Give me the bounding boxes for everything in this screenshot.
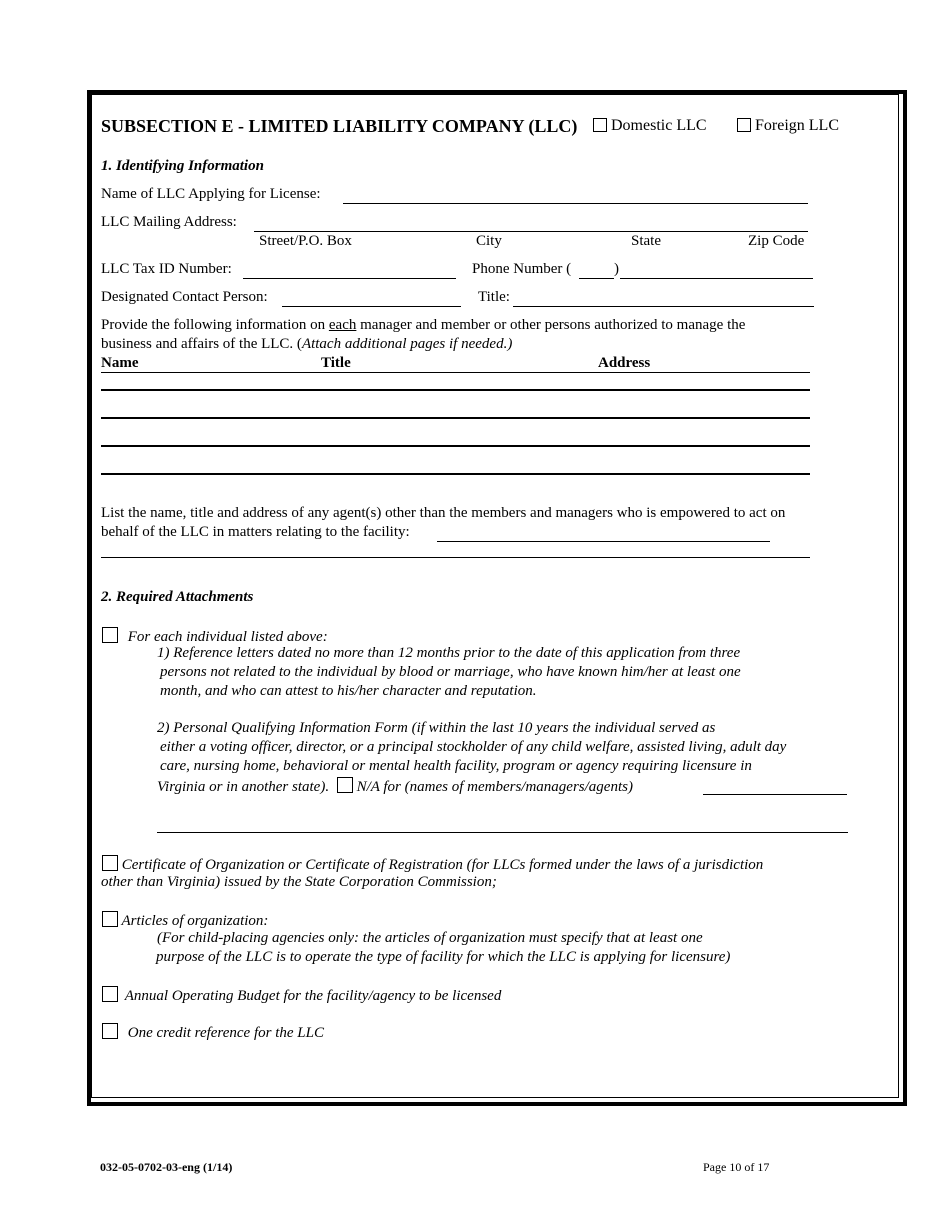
provide-text-each: each xyxy=(328,317,357,333)
foreign-llc-checkbox[interactable] xyxy=(737,118,751,132)
street-caption: Street/P.O. Box xyxy=(259,233,352,249)
provide-text-a: Provide the following information on xyxy=(101,317,329,333)
na-label: N/A for (names of members/managers/agents) xyxy=(356,779,633,795)
credit-item[interactable] xyxy=(102,1023,324,1042)
na-names-field-continued[interactable] xyxy=(157,832,848,833)
budget-checkbox[interactable] xyxy=(102,986,118,1002)
budget-item[interactable] xyxy=(102,986,501,1005)
mailing-address-label: LLC Mailing Address: xyxy=(101,214,237,230)
articles-checkbox[interactable] xyxy=(102,911,118,927)
articles-line2: purpose of the LLC is to operate the type of facility for which the LLC is applying for licensure) xyxy=(156,949,731,965)
credit-checkbox[interactable] xyxy=(102,1023,118,1039)
pq-line2: either a voting officer, director, or a principal stockholder of any child welfare, assisted living, adult day xyxy=(160,739,787,755)
domestic-llc-checkbox[interactable] xyxy=(593,118,607,132)
articles-item[interactable] xyxy=(102,911,268,930)
phone-number-field[interactable] xyxy=(620,278,813,279)
llc-name-field[interactable] xyxy=(343,203,808,204)
certificate-checkbox[interactable] xyxy=(102,855,118,871)
budget-label: Annual Operating Budget for the facility/agency to be licensed xyxy=(124,988,502,1004)
articles-label: Articles of organization: xyxy=(121,913,269,929)
manager-row-line[interactable] xyxy=(101,417,810,419)
agent-text-line2: behalf of the LLC in matters relating to the facility: xyxy=(101,524,410,540)
agent-text-line1: List the name, title and address of any agent(s) other than the members and managers who is empowered to act on xyxy=(101,505,786,521)
mailing-address-field[interactable] xyxy=(254,231,808,232)
provide-text-attach: Attach additional pages if needed.) xyxy=(301,336,513,352)
phone-close-paren: ) xyxy=(614,261,619,277)
phone-area-field[interactable] xyxy=(579,278,614,279)
provide-text-d: business and affairs of the LLC. ( xyxy=(101,336,302,352)
reference-line2: persons not related to the individual by blood or marriage, who have known him/her at least one xyxy=(160,664,741,680)
tax-id-field[interactable] xyxy=(243,278,456,279)
agent-field[interactable] xyxy=(437,541,770,542)
column-address: Address xyxy=(598,355,651,371)
na-checkbox[interactable] xyxy=(337,777,353,793)
reference-line1: 1) Reference letters dated no more than 12 months prior to the date of this application from three xyxy=(157,645,741,661)
certificate-line2: other than Virginia) issued by the State Corporation Commission; xyxy=(101,874,497,890)
column-header-underline xyxy=(101,372,810,373)
certificate-line1: Certificate of Organization or Certificate of Registration (for LLCs formed under the laws of a jurisdiction xyxy=(121,857,764,873)
agent-field-continued[interactable] xyxy=(101,557,810,558)
state-caption: State xyxy=(631,233,661,249)
section2-heading: 2. Required Attachments xyxy=(101,589,254,605)
pq-line4 xyxy=(157,777,633,796)
manager-row-line[interactable] xyxy=(101,473,810,475)
contact-title-label: Title: xyxy=(478,289,510,305)
articles-line1: (For child-placing agencies only: the articles of organization must specify that at least one xyxy=(157,930,703,946)
provide-text-c: manager and member or other persons authorized to manage the xyxy=(356,317,746,333)
tax-id-label: LLC Tax ID Number: xyxy=(101,261,232,277)
domestic-llc-option[interactable] xyxy=(593,117,707,135)
manager-row-line[interactable] xyxy=(101,445,810,447)
certificate-item[interactable] xyxy=(102,855,763,874)
reference-line3: month, and who can attest to his/her character and reputation. xyxy=(160,683,537,699)
contact-title-field[interactable] xyxy=(513,306,814,307)
na-names-field[interactable] xyxy=(703,794,847,795)
column-title: Title xyxy=(321,355,351,371)
domestic-llc-label: Domestic LLC xyxy=(611,117,707,134)
credit-label: One credit reference for the LLC xyxy=(127,1025,324,1041)
each-individual-label: For each individual listed above: xyxy=(127,629,328,645)
section-title: SUBSECTION E - LIMITED LIABILITY COMPANY (LLC) xyxy=(101,116,578,136)
contact-person-field[interactable] xyxy=(282,306,461,307)
each-individual-checkbox[interactable] xyxy=(102,627,118,643)
pq-line1: 2) Personal Qualifying Information Form (if within the last 10 years the individual served as xyxy=(157,720,716,736)
section1-heading: 1. Identifying Information xyxy=(101,158,264,174)
foreign-llc-option[interactable] xyxy=(737,117,839,135)
form-id: 032-05-0702-03-eng (1/14) xyxy=(100,1160,233,1174)
phone-label: Phone Number ( xyxy=(472,261,572,277)
llc-name-label: Name of LLC Applying for License: xyxy=(101,186,321,202)
city-caption: City xyxy=(476,233,502,249)
pq-line3: care, nursing home, behavioral or mental health facility, program or agency requiring licensure in xyxy=(160,758,752,774)
provide-info-line2 xyxy=(101,336,512,353)
foreign-llc-label: Foreign LLC xyxy=(755,117,839,134)
page-number: Page 10 of 17 xyxy=(703,1160,770,1174)
provide-info-line1 xyxy=(101,317,745,334)
each-individual-item[interactable] xyxy=(102,627,328,646)
manager-row-line[interactable] xyxy=(101,389,810,391)
column-name: Name xyxy=(101,355,139,371)
contact-person-label: Designated Contact Person: xyxy=(101,289,268,305)
pq-line4-text: Virginia or in another state). xyxy=(157,779,330,795)
zip-caption: Zip Code xyxy=(748,233,805,249)
